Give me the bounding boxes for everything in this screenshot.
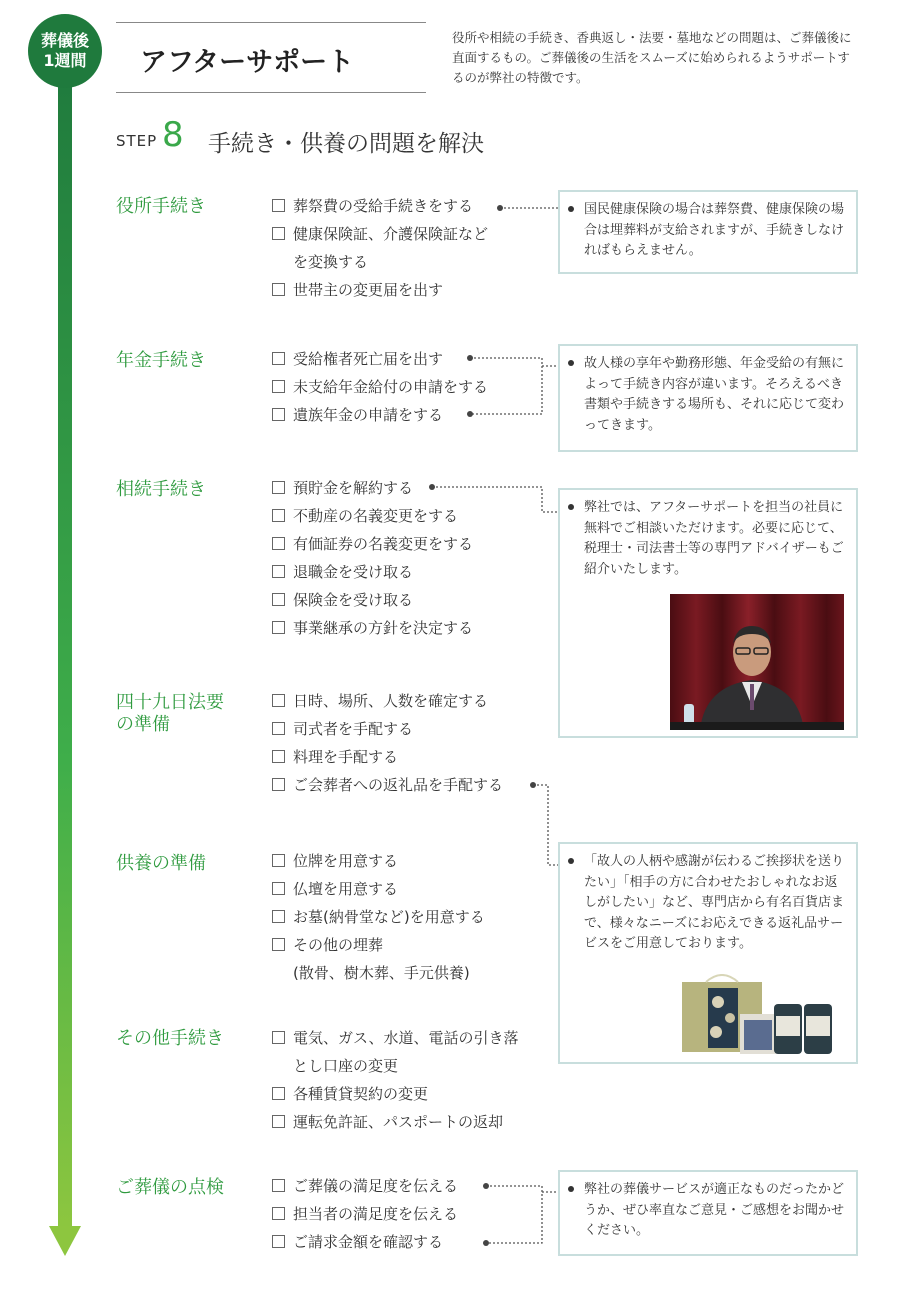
list-item[interactable]: 事業継承の方針を決定する <box>272 614 473 642</box>
list-item[interactable]: その他の埋葬 <box>272 931 485 959</box>
list-item[interactable]: 仏壇を用意する <box>272 875 485 903</box>
bullet-dot-icon <box>568 858 574 864</box>
list-item[interactable]: 料理を手配する <box>272 743 503 771</box>
checkbox[interactable] <box>272 882 285 895</box>
connector-dot <box>497 205 503 211</box>
list-item[interactable]: 司式者を手配する <box>272 715 503 743</box>
section-title-yakusho: 役所手続き <box>116 196 206 217</box>
list-item[interactable]: 退職金を受け取る <box>272 558 473 586</box>
list-item[interactable]: 有価証券の名義変更をする <box>272 530 473 558</box>
section-title-nenkin: 年金手続き <box>116 350 206 371</box>
list-item[interactable]: 位牌を用意する <box>272 847 485 875</box>
checkbox[interactable] <box>272 694 285 707</box>
note-nenkin: 故人様の享年や勤務形態、年金受給の有無によって手続き内容が違います。そろえるべき書類や手続きする場所も、それに応じて変わってきます。 <box>558 344 858 452</box>
checkbox[interactable] <box>272 537 285 550</box>
checkbox[interactable] <box>272 199 285 212</box>
connector-dot <box>483 1240 489 1246</box>
checkbox[interactable] <box>272 283 285 296</box>
checkbox[interactable] <box>272 227 285 240</box>
list-item[interactable]: 各種賃貸契約の変更 <box>272 1080 518 1108</box>
section-title-souzoku: 相続手続き <box>116 479 206 500</box>
checklist-yakusho <box>272 192 488 304</box>
checkbox[interactable] <box>272 408 285 421</box>
list-item[interactable]: 受給権者死亡届を出す <box>272 345 488 373</box>
step-title: 手続き・供養の問題を解決 <box>208 131 484 157</box>
connector-dot <box>483 1183 489 1189</box>
list-item[interactable]: ご請求金額を確認する <box>272 1228 458 1256</box>
list-item[interactable]: 電気、ガス、水道、電話の引き落 <box>272 1024 518 1052</box>
section-title-sonota: その他手続き <box>116 1028 224 1049</box>
checklist-sonota <box>272 1024 518 1136</box>
list-item[interactable]: ご葬儀の満足度を伝える <box>272 1172 458 1200</box>
checklist-kuyou <box>272 847 485 987</box>
list-item[interactable]: 健康保険証、介護保険証など <box>272 220 488 248</box>
list-item[interactable]: 保険金を受け取る <box>272 586 473 614</box>
header-description: 役所や相続の手続き、香典返し・法要・墓地などの問題は、ご葬儀後に直面するもの。ご葬儀後の生活をスムーズに始められるようサポートするのが弊社の特徴です。 <box>452 30 852 85</box>
checklist-tenken <box>272 1172 458 1256</box>
note-souzoku: 弊社では、アフターサポートを担当の社員に無料でご相談いただけます。必要に応じて、税理士・司法書士等の専門アドバイザーもご紹介いたします。 <box>558 488 858 738</box>
list-item[interactable]: ご会葬者への返礼品を手配する <box>272 771 503 799</box>
checklist-houyou <box>272 687 503 799</box>
connector-tenken <box>486 1186 542 1243</box>
checkbox[interactable] <box>272 1179 285 1192</box>
list-item[interactable]: 葬祭費の受給手続きをする <box>272 192 488 220</box>
list-item-continued: とし口座の変更 <box>293 1057 399 1075</box>
checkbox[interactable] <box>272 938 285 951</box>
step-label: STEP <box>116 132 158 150</box>
list-item[interactable]: 預貯金を解約する <box>272 474 473 502</box>
bullet-dot-icon <box>568 360 574 366</box>
checklist-souzoku <box>272 474 473 642</box>
connector-dot <box>530 782 536 788</box>
checkbox[interactable] <box>272 1235 285 1248</box>
checkbox[interactable] <box>272 1115 285 1128</box>
page-title: アフターサポート <box>140 47 355 78</box>
note-henreihin: 「故人の人柄や感謝が伝わるご挨拶状を送りたい」「相手の方に合わせたおしゃれなお返しがしたい」など、専門店から有名百貨店まで、様々なニーズにお応えできる返礼品サービスをご用意しております。 <box>558 842 858 1064</box>
list-item-continued: を変換する <box>293 253 369 271</box>
list-item-continued: (散骨、樹木葬、手元供養) <box>293 964 470 982</box>
gift-photo <box>678 974 838 1056</box>
list-item[interactable]: 不動産の名義変更をする <box>272 502 473 530</box>
bullet-dot-icon <box>568 1186 574 1192</box>
checkbox[interactable] <box>272 854 285 867</box>
checkbox[interactable] <box>272 1207 285 1220</box>
note-tenken: 弊社の葬儀サービスが適正なものだったかどうか、ぜひ率直なご意見・ご感想をお聞かせください。 <box>558 1170 858 1256</box>
checklist-nenkin <box>272 345 488 429</box>
section-title-houyou <box>116 692 224 736</box>
section-title-kuyou: 供養の準備 <box>116 853 206 874</box>
list-item[interactable]: 日時、場所、人数を確定する <box>272 687 503 715</box>
checkbox[interactable] <box>272 481 285 494</box>
checkbox[interactable] <box>272 352 285 365</box>
checkbox[interactable] <box>272 722 285 735</box>
section-title-line: 四十九日法要 <box>116 692 224 713</box>
checkbox[interactable] <box>272 1031 285 1044</box>
list-item[interactable]: 担当者の満足度を伝える <box>272 1200 458 1228</box>
badge-line2: 1週間 <box>43 51 87 70</box>
list-item[interactable]: 遺族年金の申請をする <box>272 401 488 429</box>
note-yakusho: 国民健康保険の場合は葬祭費、健康保険の場合は埋葬料が支給されますが、手続きしなければもらえません。 <box>558 190 858 274</box>
staff-photo <box>670 594 844 730</box>
section-title-tenken: ご葬儀の点検 <box>116 1177 224 1198</box>
checkbox[interactable] <box>272 621 285 634</box>
checkbox[interactable] <box>272 380 285 393</box>
list-item[interactable]: 世帯主の変更届を出す <box>272 276 488 304</box>
checkbox[interactable] <box>272 750 285 763</box>
step-number: 8 <box>162 115 184 155</box>
checkbox[interactable] <box>272 1087 285 1100</box>
list-item[interactable]: 運転免許証、パスポートの返却 <box>272 1108 518 1136</box>
checkbox[interactable] <box>272 778 285 791</box>
bullet-dot-icon <box>568 206 574 212</box>
bullet-dot-icon <box>568 504 574 510</box>
list-item[interactable]: 未支給年金給付の申請をする <box>272 373 488 401</box>
checkbox[interactable] <box>272 910 285 923</box>
checkbox[interactable] <box>272 593 285 606</box>
list-item[interactable]: お墓(納骨堂など)を用意する <box>272 903 485 931</box>
badge-line1: 葬儀後 <box>40 31 89 50</box>
section-title-line: の準備 <box>116 714 170 735</box>
checkbox[interactable] <box>272 509 285 522</box>
checkbox[interactable] <box>272 565 285 578</box>
